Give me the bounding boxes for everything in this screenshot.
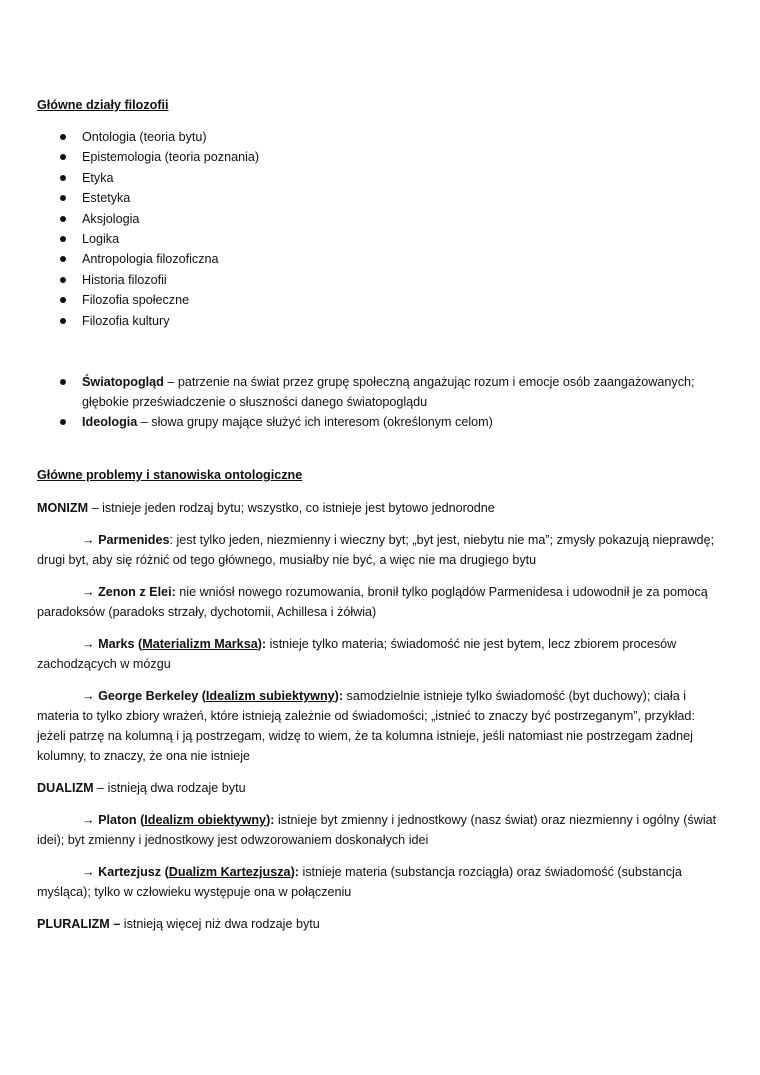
bullet-icon xyxy=(60,379,66,385)
definition-ideology: Ideologia – słowa grupy mające służyć ich interesom (określonym celom) xyxy=(0,412,702,432)
definition-worldview: Światopogląd – patrzenie na świat przez grupę społeczną angażując rozum i emocje osób zaangażowanych; głębokie przeświadczenie o słuszności danego światopoglądu xyxy=(0,372,702,412)
bullet-icon xyxy=(60,256,66,262)
list-item: Aksjologia xyxy=(0,209,700,229)
branches-list xyxy=(0,127,700,331)
definitions-list xyxy=(0,372,700,432)
list-item: Etyka xyxy=(0,168,700,188)
list-item: Filozofia społeczne xyxy=(0,290,700,310)
bullet-icon xyxy=(60,216,66,222)
bullet-icon xyxy=(60,236,66,242)
bullet-icon xyxy=(60,134,66,140)
bullet-icon xyxy=(60,154,66,160)
list-item: Antropologia filozoficzna xyxy=(0,249,700,269)
bullet-icon xyxy=(60,195,66,201)
paragraph-pluralizm: PLURALIZM – istnieją więcej niż dwa rodzaje bytu xyxy=(37,917,320,931)
list-item: Estetyka xyxy=(0,188,700,208)
paragraph-dualizm: DUALIZM – istnieją dwa rodzaje bytu xyxy=(37,781,246,795)
section-heading-branches: Główne działy filozofii xyxy=(37,98,169,112)
list-item: Epistemologia (teoria poznania) xyxy=(0,147,700,167)
paragraph-kartezjusz: → Kartezjusz (Dualizm Kartezjusza): istnieje materia (substancja rozciągła) oraz świadomość (substancja myśląca); tylko w człowieku występuje ona w połączeniu xyxy=(37,865,682,899)
list-item: Logika xyxy=(0,229,700,249)
bullet-icon xyxy=(60,419,66,425)
paragraph-monizm: MONIZM – istnieje jeden rodzaj bytu; wszystko, co istnieje jest bytowo jednorodne xyxy=(37,501,495,515)
bullet-icon xyxy=(60,318,66,324)
list-item: Historia filozofii xyxy=(0,270,700,290)
paragraph-zenon: → Zenon z Elei: nie wniósł nowego rozumowania, bronił tylko poglądów Parmenidesa i udowodnił je za pomocą paradoksów (paradoks strzały, dychotomii, Achillesa i żółwia) xyxy=(37,585,708,619)
paragraph-platon: → Platon (Idealizm obiektywny): istnieje byt zmienny i jednostkowy (nasz świat) oraz niezmienny i ogólny (świat idei); byt zmienny i jednostkowy jest odwzorowaniem doskonałych idei xyxy=(37,813,717,847)
bullet-icon xyxy=(60,277,66,283)
bullet-icon xyxy=(60,175,66,181)
list-item: Filozofia kultury xyxy=(0,311,700,331)
paragraph-berkeley: → George Berkeley (Idealizm subiektywny): samodzielnie istnieje tylko świadomość (byt duchowy); ciała i materia to tylko zbiory wrażeń, które istnieją zależnie od świadomości; „istnieć to znaczy być postrzeganym”, przykład: jeżeli patrzę na kolumną i ją postrzegam, widzę to wiem, że ta kolumna istnieje, jeśli natomiast nie postrzegam żadnej kolumny, to znaczy, że ona nie istnieje xyxy=(37,689,695,763)
paragraph-parmenides: → Parmenides: jest tylko jeden, niezmienny i wieczny byt; „byt jest, niebytu nie ma”; zmysły pokazują nieprawdę; drugi byt, aby się różnić od tego głównego, musiałby nie być, a więc nie ma drugiego bytu xyxy=(37,533,715,567)
paragraph-marks: → Marks (Materializm Marksa): istnieje tylko materia; świadomość nie jest bytem, lecz zbiorem procesów zachodzących w mózgu xyxy=(37,637,677,671)
bullet-icon xyxy=(60,297,66,303)
section-heading-ontology: Główne problemy i stanowiska ontologiczne xyxy=(37,468,303,482)
list-item: Ontologia (teoria bytu) xyxy=(0,127,700,147)
